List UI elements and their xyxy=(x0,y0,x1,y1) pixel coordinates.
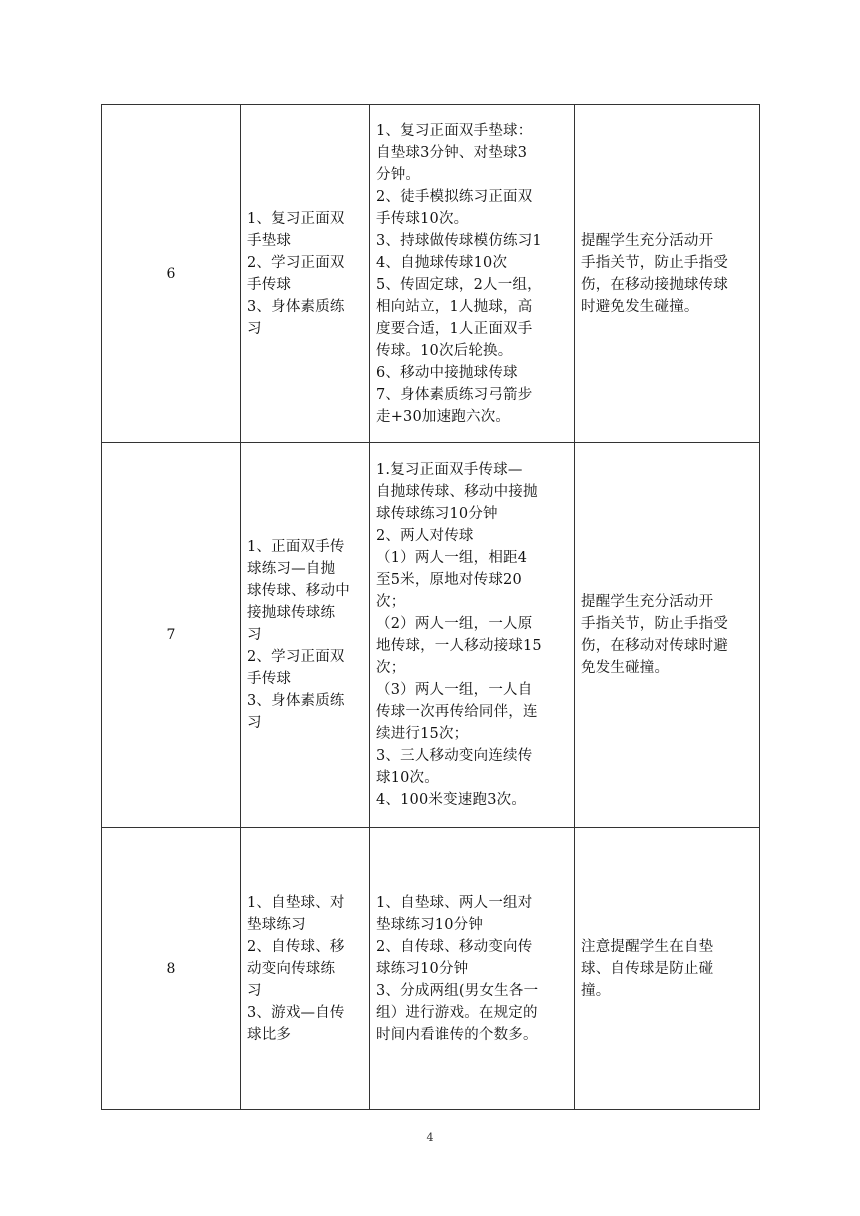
cell-text-line: 4、自抛球传球10次 xyxy=(376,254,508,271)
cell-text-line: 提醒学生充分活动开 xyxy=(581,594,714,610)
cell-text-line: 分钟。 xyxy=(376,166,421,183)
lesson-method-cell xyxy=(370,105,575,443)
cell-text-line: 度要合适，1人正面双手 xyxy=(376,320,533,337)
table-row xyxy=(102,443,760,828)
cell-text-line: 3、游戏—自传 xyxy=(247,1004,345,1021)
cell-text-line: （3）两人一组，一人自 xyxy=(376,682,533,698)
lesson-number: 6 xyxy=(166,265,176,282)
cell-text-line: 接抛球传球练 xyxy=(247,605,336,621)
lesson-number: 8 xyxy=(166,960,176,977)
cell-text-line: 手垫球 xyxy=(247,232,292,249)
cell-text-line: 1.复习正面双手传球— xyxy=(376,462,523,478)
lesson-content-cell xyxy=(241,828,370,1110)
cell-text-line: 免发生碰撞。 xyxy=(581,660,670,676)
cell-text-line: 球、自传球是防止碰 xyxy=(581,960,714,977)
cell-text-line: 习 xyxy=(247,715,262,731)
cell-text-line: 2、两人对传球 xyxy=(376,528,474,544)
cell-text-line: 习 xyxy=(247,627,262,643)
cell-text-line: 注意提醒学生在自垫 xyxy=(581,938,714,955)
cell-text-line: 7、身体素质练习弓箭步 xyxy=(376,386,533,403)
cell-text-line: 1、正面双手传 xyxy=(247,539,345,555)
cell-text-line: 3、三人移动变向连续传 xyxy=(376,748,533,764)
cell-text-line: 3、身体素质练 xyxy=(247,298,345,315)
cell-text-line: 2、徒手模拟练习正面双 xyxy=(376,188,533,205)
cell-text-line: 走+30加速跑六次。 xyxy=(376,408,511,425)
cell-text-line: 3、分成两组(男女生各一 xyxy=(376,982,539,999)
cell-text-line: 续进行15次； xyxy=(376,726,469,742)
cell-text-line: 手指关节，防止手指受 xyxy=(581,254,728,271)
lesson-content-cell xyxy=(241,443,370,828)
cell-text-line: 1、自垫球、对 xyxy=(247,894,345,911)
cell-text-line: 垫球练习10分钟 xyxy=(376,916,484,933)
cell-text-line: 2、自传球、移 xyxy=(247,938,345,955)
cell-text-line: 伤，在移动接抛球传球 xyxy=(581,276,728,293)
lesson-plan-table xyxy=(101,104,760,1110)
lesson-number: 7 xyxy=(166,627,176,643)
cell-text-line: 次； xyxy=(376,660,406,676)
cell-text-line: 球10次。 xyxy=(376,770,439,786)
cell-text-line: （2）两人一组，一人原 xyxy=(376,616,533,632)
cell-text-line: 提醒学生充分活动开 xyxy=(581,232,714,249)
cell-text-line: 2、学习正面双 xyxy=(247,649,345,665)
lesson-number-cell xyxy=(102,443,241,828)
table-row xyxy=(102,105,760,443)
cell-text-line: 5、传固定球，2人一组， xyxy=(376,276,542,293)
cell-text-line: 手传球10次。 xyxy=(376,210,469,227)
cell-text-line: （1）两人一组，相距4 xyxy=(376,550,528,566)
cell-text-line: 2、自传球、移动变向传 xyxy=(376,938,533,955)
cell-text-line: 次； xyxy=(376,594,406,610)
lesson-safety-cell xyxy=(575,828,760,1110)
cell-text-line: 球传球、移动中 xyxy=(247,583,350,599)
cell-text-line: 1、复习正面双手垫球： xyxy=(376,122,533,139)
cell-text-line: 自抛球传球、移动中接抛 xyxy=(376,484,538,500)
cell-text-line: 6、移动中接抛球传球 xyxy=(376,364,518,381)
lesson-plan-body xyxy=(102,105,760,1110)
cell-text-line: 时避免发生碰撞。 xyxy=(581,298,699,315)
cell-text-line: 撞。 xyxy=(581,982,611,999)
cell-text-line: 球练习10分钟 xyxy=(376,960,469,977)
cell-text-line: 球比多 xyxy=(247,1026,292,1043)
cell-text-line: 传球。10次后轮换。 xyxy=(376,342,513,359)
cell-text-line: 4、100米变速跑3次。 xyxy=(376,792,527,808)
lesson-number-cell xyxy=(102,105,241,443)
cell-text-line: 伤，在移动对传球时避 xyxy=(581,638,728,654)
cell-text-line: 时间内看谁传的个数多。 xyxy=(376,1026,538,1043)
lesson-method-cell xyxy=(370,828,575,1110)
cell-text-line: 手指关节，防止手指受 xyxy=(581,616,728,632)
lesson-method-cell xyxy=(370,443,575,828)
cell-text-line: 习 xyxy=(247,982,262,999)
cell-text-line: 1、复习正面双 xyxy=(247,210,345,227)
cell-text-line: 自垫球3分钟、对垫球3 xyxy=(376,144,528,161)
cell-text-line: 球练习—自抛 xyxy=(247,561,336,577)
lesson-safety-cell xyxy=(575,105,760,443)
cell-text-line: 传球一次再传给同伴，连 xyxy=(376,704,538,720)
table-row xyxy=(102,828,760,1110)
cell-text-line: 垫球练习 xyxy=(247,916,306,933)
cell-text-line: 组）进行游戏。在规定的 xyxy=(376,1004,538,1021)
cell-text-line: 1、自垫球、两人一组对 xyxy=(376,894,533,911)
cell-text-line: 相向站立，1人抛球，高 xyxy=(376,298,533,315)
cell-text-line: 2、学习正面双 xyxy=(247,254,345,271)
lesson-content-cell xyxy=(241,105,370,443)
lesson-safety-cell xyxy=(575,443,760,828)
cell-text-line: 习 xyxy=(247,320,262,337)
cell-text-line: 球传球练习10分钟 xyxy=(376,506,498,522)
cell-text-line: 手传球 xyxy=(247,276,292,293)
lesson-number-cell xyxy=(102,828,241,1110)
page-number: 4 xyxy=(426,1131,434,1144)
cell-text-line: 3、持球做传球模仿练习1 xyxy=(376,232,542,249)
cell-text-line: 3、身体素质练 xyxy=(247,693,345,709)
cell-text-line: 至5米，原地对传球20 xyxy=(376,572,522,588)
cell-text-line: 动变向传球练 xyxy=(247,960,336,977)
cell-text-line: 地传球，一人移动接球15 xyxy=(376,638,542,654)
cell-text-line: 手传球 xyxy=(247,671,292,687)
